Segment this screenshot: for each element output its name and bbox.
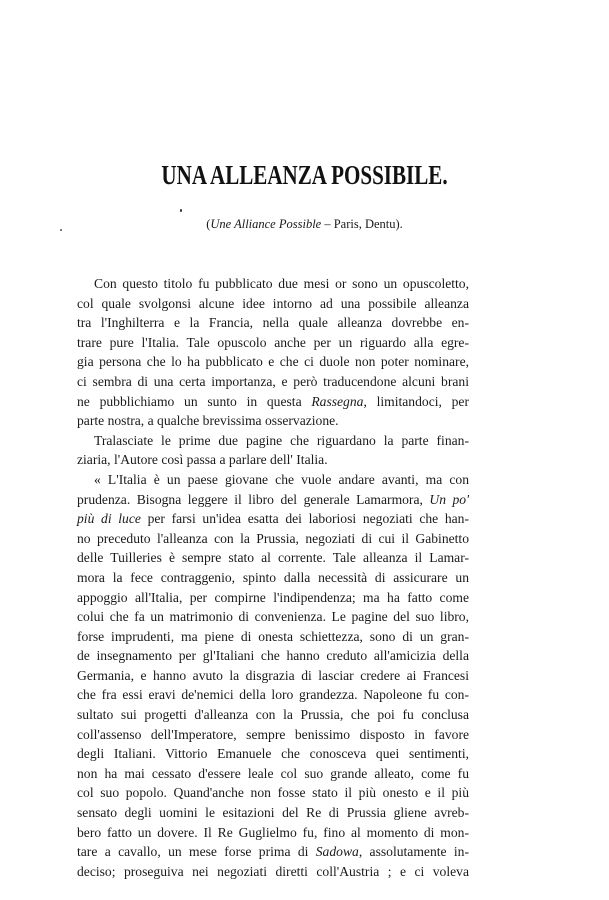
text-line: [77, 842, 469, 862]
article-body: [77, 274, 469, 881]
line-italic: Rassegna: [311, 393, 364, 409]
line-text: tra l'Inghilterra e la Francia, nella quale alleanza dovrebbe en-: [77, 315, 469, 331]
line-text: delle Tuilleries è sempre stato al corrente. Tale alleanza il Lamar-: [77, 550, 469, 566]
text-line: [77, 431, 469, 451]
line-text: Con questo titolo fu pubblicato due mesi or sono un opuscoletto,: [94, 276, 469, 291]
line-text: ziaria, l'Autore così passa a parlare dell' Italia.: [77, 452, 328, 468]
line-text-after: , assolutamente in-: [358, 844, 469, 860]
text-line: [77, 744, 469, 764]
text-line: [77, 685, 469, 705]
line-text: colui che fa un matrimonio di convenienza. Le pagine del suo libro,: [77, 609, 469, 625]
line-text: bero fatto un dovere. Il Re Guglielmo fu, fino al momento di mon-: [77, 824, 469, 840]
line-text: tare a cavallo, un mese forse prima di: [77, 844, 316, 860]
line-text: forse imprudenti, ma piene di onesta schiettezza, sono di un gran-: [77, 628, 469, 644]
text-line: [77, 529, 469, 549]
text-line: [77, 274, 469, 294]
line-text: col suo popolo. Quand'anche non fosse stato il più onesto e il più: [77, 785, 469, 801]
text-line: [77, 607, 469, 627]
line-text: prudenza. Bisogna leggere il libro del generale Lamarmora,: [77, 491, 430, 507]
text-line: [77, 392, 469, 412]
text-line: [77, 823, 469, 843]
line-text: « L'Italia è un paese giovane che vuole andare avanti, ma con: [94, 471, 469, 487]
text-line: [77, 803, 469, 823]
citation-publisher: – Paris, Dentu).: [321, 217, 403, 231]
text-line: [77, 568, 469, 588]
line-text-after: per farsi un'idea esatta dei laboriosi negoziati che han-: [140, 511, 469, 527]
text-line: [77, 725, 469, 745]
text-line: [77, 352, 469, 372]
line-text: trare pure l'Italia. Tale opuscolo anche per un riguardo alla egre-: [77, 334, 469, 350]
line-text: ci sembra di una certa importanza, e però traducendone alcuni brani: [77, 373, 469, 389]
text-line: [77, 411, 469, 431]
text-line: [77, 627, 469, 647]
line-text: no preceduto l'alleanza con la Prussia, negoziati di cui il Gabinetto: [77, 530, 469, 546]
line-text: degli Italiani. Vittorio Emanuele che conosceva quei sentimenti,: [77, 746, 469, 762]
line-text: coll'assenso dell'Imperatore, sempre benissimo disposto in favore: [77, 726, 469, 742]
text-line: [77, 490, 469, 510]
line-text: deciso; proseguiva nei negoziati diretti coll'Austria ; e ci voleva: [77, 863, 469, 879]
line-text: de insegnamento per gl'Italiani che hanno creduto all'amicizia della: [77, 648, 469, 664]
line-text-after: , limitandoci, per: [363, 393, 469, 409]
line-italic: Sadowa: [315, 844, 359, 860]
text-line: [77, 294, 469, 314]
article-title: UNA ALLEANZA POSSIBILE.: [161, 160, 448, 190]
line-text: Tralasciate le prime due pagine che riguardano la parte finan-: [94, 432, 469, 448]
text-line: [77, 646, 469, 666]
text-line: [77, 333, 469, 353]
text-line: [77, 666, 469, 686]
line-text: che fra essi eravi de'nemici della loro grandezza. Napoleone fu con-: [77, 687, 469, 703]
line-italic: più di luce: [77, 511, 141, 527]
text-line: [77, 588, 469, 608]
line-text: mora la fece contraggenio, spinto dalla necessità di assicurare un: [77, 569, 469, 585]
ink-speck: [180, 209, 182, 212]
text-line: [77, 548, 469, 568]
text-line: [77, 862, 469, 882]
line-text: Germania, e hanno avuto la disgrazia di lasciar credere ai Francesi: [77, 667, 469, 683]
line-text: ne pubblichiamo un sunto in questa: [77, 393, 312, 409]
line-text: sultato sui progetti d'alleanza con la Prussia, che poi fu conclusa: [77, 707, 469, 723]
text-line: [77, 705, 469, 725]
text-line: [77, 372, 469, 392]
line-text: col quale svolgonsi alcune idee intorno ad una possibile alleanza: [77, 295, 469, 311]
citation-open: (: [206, 217, 211, 231]
line-text: non ha mai cessato d'essere leale col suo grande alleato, come fu: [77, 765, 469, 781]
citation-book-title: Une Alliance Possible: [210, 217, 322, 231]
text-line: [77, 313, 469, 333]
text-line: [77, 783, 469, 803]
line-text: sensato degli uomini le esitazioni del Re di Prussia gliene avreb-: [77, 805, 469, 821]
text-line: [77, 764, 469, 784]
text-line: [77, 509, 469, 529]
line-text: parte nostra, a qualche brevissima osservazione.: [77, 413, 339, 429]
article-source-citation: [100, 217, 509, 232]
ink-speck: [60, 229, 62, 231]
line-italic: Un po': [429, 491, 469, 507]
text-line: [77, 450, 469, 470]
line-text: appoggio all'Italia, per compirne l'indipendenza; ma ha fatto come: [77, 589, 469, 605]
line-text: gia persona che lo ha pubblicato e che ci duole non poter nominare,: [77, 354, 469, 370]
text-line: [77, 470, 469, 490]
